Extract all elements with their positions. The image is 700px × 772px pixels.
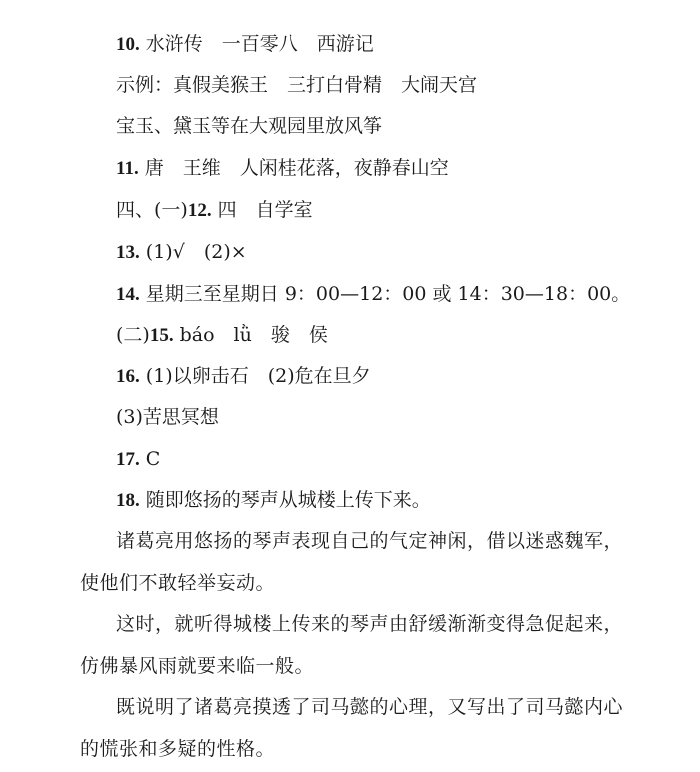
answer-number: 13. [116,242,140,263]
answer-text: C [145,448,161,470]
answer-text: (3)苦思冥想 [116,406,219,428]
answer-text: (1)以卵击石 (2)危在旦夕 [145,365,371,387]
answer-number: 11. [116,158,139,179]
paragraph-3: 既说明了诸葛亮摸透了司马懿的心理，又写出了司马懿内心的慌张和多疑的性格。 [80,696,624,760]
answer-text: 示例：真假美猴王 三打白骨精 大闹天宫 [116,74,478,96]
answer-text: 随即悠扬的琴声从城楼上传下来。 [145,489,431,511]
answer-text: 宝玉、黛玉等在大观园里放风筝 [116,115,383,137]
answer-12 [116,197,630,224]
answer-15 [116,322,630,349]
paragraph-2: 这时，就听得城楼上传来的琴声由舒缓渐渐变得急促起来，仿佛暴风雨就要来临一般。 [80,613,624,677]
answer-18 [116,487,630,514]
answer-number: 17. [116,449,140,470]
answer-text: 水浒传 一百零八 西游记 [145,33,374,55]
answer-number: 12. [187,200,212,221]
answer-number: 10. [116,34,140,55]
answer-text: 唐 王维 人闲桂花落，夜静春山空 [144,157,449,179]
answer-number: 16. [116,366,140,387]
answer-17 [116,446,630,473]
section-prefix: (二) [116,324,150,346]
answer-16-cont [116,404,630,430]
answer-10-example [116,72,630,98]
answer-14 [116,281,630,308]
answer-text: báo lǜ 骏 侯 [179,324,328,346]
answer-number: 14. [116,284,140,305]
section-prefix: 四、(一) [116,199,188,221]
answer-13 [116,239,630,266]
answer-16 [116,363,630,390]
answer-text: 星期三至星期日 9：00—12：00 或 14：30—18：00。 [145,283,631,305]
answer-10-extra [116,113,630,139]
answer-number: 15. [149,325,174,346]
answer-text: (1)√ (2)× [145,241,247,263]
answer-number: 18. [116,490,140,511]
answer-text: 四 自学室 [217,199,313,221]
answer-11 [116,155,630,182]
answer-10 [116,31,630,58]
paragraph-1: 诸葛亮用悠扬的琴声表现自己的气定神闲，借以迷惑魏军，使他们不敢轻举妄动。 [80,530,624,594]
